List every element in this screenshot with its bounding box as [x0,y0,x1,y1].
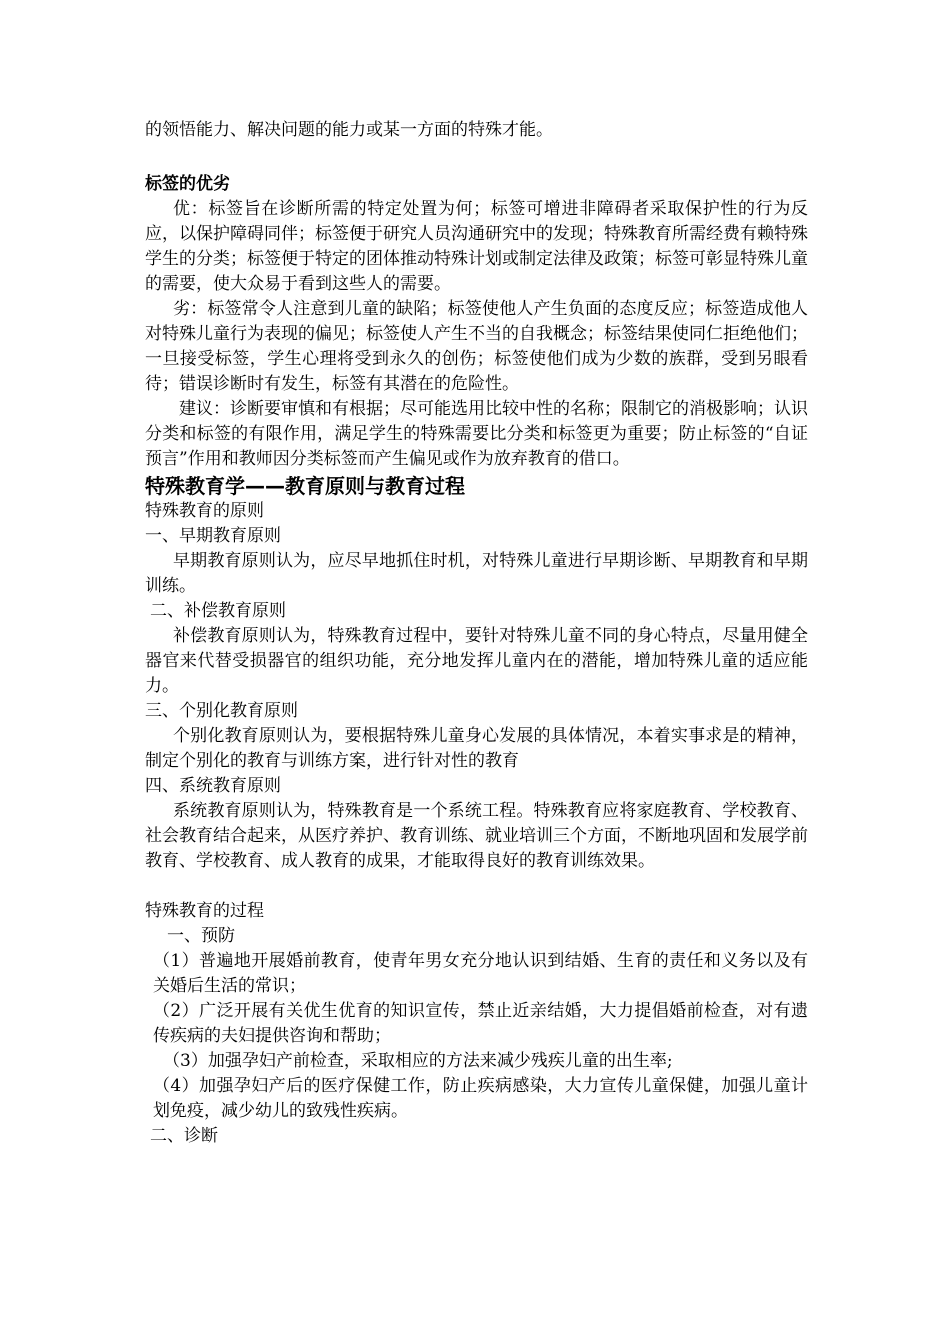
spacer [145,874,808,899]
principle-1-text: 早期教育原则认为，应尽早地抓住时机，对特殊儿童进行早期诊断、早期教育和早期训练。 [145,551,808,596]
principle-2-title: 二、补偿教育原则 [150,601,286,621]
process-item-2: （2）广泛开展有关优生优育的知识宣传，禁止近亲结婚，大力提倡婚前检查，对有遗传疾病的夫妇提供咨询和帮助； [153,1001,808,1046]
label-advice-paragraph: 建议：诊断要审慎和有根据；尽可能选用比较中性的名称；限制它的消极影响；认识分类和标签的有限作用，满足学生的特殊需要比分类和标签更为重要；防止标签的“自证预言”作用和教师因分类标签而产生偏见或作为放弃教育的借口。 [145,399,808,469]
process-item-1: （1）普遍地开展婚前教育，使青年男女充分地认识到结婚、生育的责任和义务以及有关婚后生活的常识； [153,951,808,996]
process-item-3: （3）加强孕妇产前检查，采取相应的方法来减少残疾儿童的出生率; [163,1051,673,1071]
principle-3-title: 三、个别化教育原则 [145,701,298,721]
process-item-4: （4）加强孕妇产后的医疗保健工作，防止疾病感染，大力宣传儿童保健，加强儿童计划免疫，减少幼儿的致残性疾病。 [153,1076,808,1121]
principle-4-text: 系统教育原则认为，特殊教育是一个系统工程。特殊教育应将家庭教育、学校教育、社会教育结合起来，从医疗养护、教育训练、就业培训三个方面，不断地巩固和发展学前教育、学校教育、成人教育的成果，才能取得良好的教育训练效果。 [145,801,808,871]
process-sub-diagnosis: 二、诊断 [150,1126,218,1146]
section-title-label-pros-cons: 标签的优劣 [145,174,230,194]
label-cons-paragraph: 劣：标签常令人注意到儿童的缺陷；标签使他人产生负面的态度反应；标签造成他人对特殊儿童行为表现的偏见；标签使人产生不当的自我概念；标签结果使同仁拒绝他们；一旦接受标签，学生心理将受到永久的创伤；标签使他们成为少数的族群，受到另眼看待；错误诊断时有发生，标签有其潜在的危险性。 [145,299,808,394]
process-heading: 特殊教育的过程 [145,901,264,921]
document-body [145,118,808,1149]
principle-1-title: 一、早期教育原则 [145,526,281,546]
principles-heading: 特殊教育的原则 [145,501,264,521]
main-title: 特殊教育学——教育原则与教育过程 [145,474,465,498]
principle-4-title: 四、系统教育原则 [145,776,281,796]
principle-2-text: 补偿教育原则认为，特殊教育过程中，要针对特殊儿童不同的身心特点，尽量用健全器官来代替受损器官的组织功能，充分地发挥儿童内在的潜能，增加特殊儿童的适应能力。 [145,626,808,696]
principle-3-text: 个别化教育原则认为，要根据特殊儿童身心发展的具体情况，本着实事求是的精神，制定个别化的教育与训练方案，进行针对性的教育 [145,726,808,771]
label-pros-paragraph: 优：标签旨在诊断所需的特定处置为何；标签可增进非障碍者采取保护性的行为反应，以保护障碍同伴；标签便于研究人员沟通研究中的发现；特殊教育所需经费有赖特殊学生的分类；标签便于特定的团体推动特殊计划或制定法律及政策；标签可彰显特殊儿童的需要，使大众易于看到这些人的需要。 [145,199,808,294]
process-sub-prevention: 一、预防 [167,926,235,946]
intro-line: 的领悟能力、解决问题的能力或某一方面的特殊才能。 [145,120,553,140]
